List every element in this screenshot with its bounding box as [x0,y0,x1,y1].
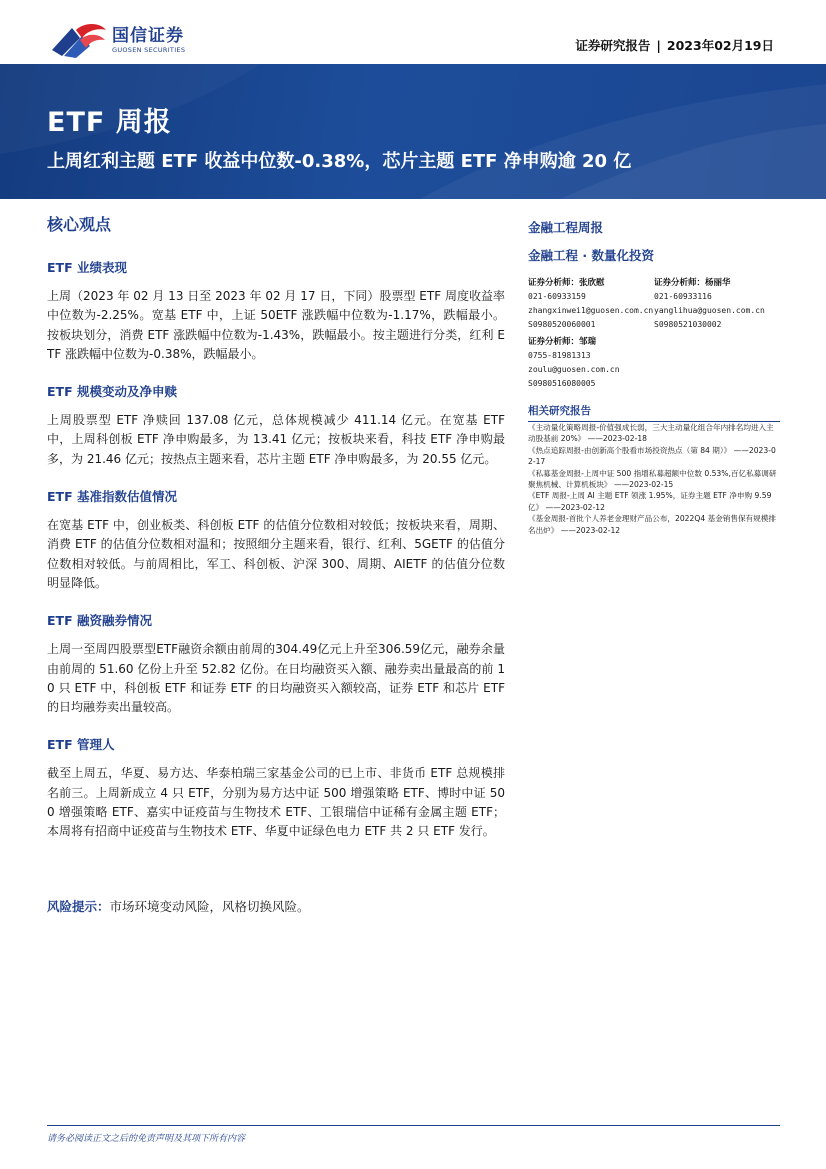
meta-separator: | [656,38,661,53]
core-views-title: 核心观点 [47,215,112,234]
footer-disclaimer: 请务必阅读正文之后的免责声明及其项下所有内容 [47,1134,246,1144]
analyst-title: 证券分析师：杨丽华 [654,278,731,288]
analyst-email[interactable]: zhangxinwei1@guosen.com.cn [528,306,654,315]
analyst-title: 证券分析师：张欣慰 [528,278,605,288]
risk-warning [47,897,310,915]
title-banner [0,64,826,199]
analyst-row [528,276,780,332]
logo-english-name: GUOSEN SECURITIES [112,45,186,54]
related-report-item[interactable]: 《主动量化策略周报-价值强成长弱，三大主动量化组合年内排名均进入主动股基前 20%》 ——2023-02-18 [528,423,774,444]
related-reports-list [528,422,780,536]
analyst-phone: 021-60933116 [654,292,712,301]
related-report-item[interactable]: 《私募基金周报-上周中证 500 指增私募超额中位数 0.53%,百亿私募调研聚焦机械、计算机板块》 ——2023-02-15 [528,468,777,490]
section-heading-managers: ETF 管理人 [47,737,115,753]
analyst-phone: 021-60933159 [528,292,586,301]
section-heading-margin: ETF 融资融券情况 [47,613,152,629]
analyst-title: 证券分析师：邹瑞 [528,337,597,347]
report-subtitle: 上周红利主题 ETF 收益中位数-0.38%，芯片主题 ETF 净申购逾 20 亿 [47,151,632,172]
logo-chinese-name: 国信证券 [112,25,184,46]
report-meta [575,36,774,54]
section-body-performance: 上周（2023 年 02 月 13 日至 2023 年 02 月 17 日，下同）股票型 ETF 周度收益率中位数为-2.25%。宽基 ETF 中，上证 50ETF 涨跌幅中位数为-1.17%，跌幅最小。按板块划分，消费 ETF 涨跌幅中位数为-1.43%，跌幅最小。按主题进行分类，红利 ETF 涨跌幅中位数为-0.38%，跌幅最小。 [47,289,505,361]
footer-divider [47,1125,780,1126]
section-body-valuation: 在宽基 ETF 中，创业板类、科创板 ETF 的估值分位数相对较低；按板块来看，周期、消费 ETF 的估值分位数相对温和；按照细分主题来看，银行、红利、5GETF 的估值分位数相对较低。与前周相比，军工、科创板、沪深 300、周期、AIETF 的估值分位数明显降低。 [47,518,505,590]
related-reports-title: 相关研究报告 [528,403,780,422]
related-report-item[interactable]: 《热点追踪周报-由创新高个股看市场投资热点（第 84 期）》 ——2023-02-17 [528,445,776,467]
analyst-cert: S0980521030002 [654,320,722,329]
report-subcategory: 金融工程 · 数量化投资 [528,248,654,263]
risk-label: 风险提示： [47,899,110,914]
analyst-cert: S0980520060001 [528,320,596,329]
analyst-card [528,276,654,332]
analyst-list [528,276,780,391]
related-report-item[interactable]: 《ETF 周报-上周 AI 主题 ETF 领涨 1.95%，证券主题 ETF 净申购 9.59 亿》 ——2023-02-12 [528,491,772,512]
section-body-managers: 截至上周五，华夏、易方达、华泰柏瑞三家基金公司的已上市、非货币 ETF 总规模排名前三。上周新成立 4 只 ETF，分别为易方达中证 500 增强策略 ETF、博时中证 500 增强策略 ETF、嘉实中证疫苗与生物技术 ETF、工银瑞信中证稀有金属主题 ETF；本周将有招商中证疫苗与生物技术 ETF、华夏中证绿色电力 ETF 共 2 只 ETF 发行。 [47,766,505,839]
top-header [0,0,826,64]
section-heading-performance: ETF 业绩表现 [47,260,127,275]
analyst-cert: S0980516080005 [528,379,596,388]
report-category: 金融工程周报 [528,220,604,235]
analyst-row [528,335,780,391]
analyst-email[interactable]: zoulu@guosen.com.cn [528,365,620,374]
analyst-card [528,335,656,391]
analyst-card [654,276,780,332]
sidebar [528,218,780,535]
analyst-phone: 0755-81981313 [528,351,591,360]
report-type: 证券研究报告 [575,38,651,53]
risk-text: 市场环境变动风险，风格切换风险。 [109,899,310,914]
section-body-margin: 上周一至周四股票型ETF融资余额由前周的304.49亿元上升至306.59亿元，融券余量由前周的 51.60 亿份上升至 52.82 亿份。在日均融资买入额、融券卖出量最高的前 10 只 ETF 中，科创板 ETF 和证券 ETF 的日均融资买入额较高，证券 ETF 和芯片 ETF 的日均融券卖出量较高。 [47,642,505,715]
guosen-logo-icon [50,20,108,60]
report-date: 2023年02月19日 [666,38,774,53]
analyst-email[interactable]: yanglihua@guosen.com.cn [654,306,765,315]
report-title: ETF 周报 [47,107,172,138]
section-heading-scale: ETF 规模变动及净申赎 [47,384,177,400]
related-report-item[interactable]: 《基金周报-首批个人养老金理财产品公布，2022Q4 基金销售保有规模排名出炉》 ——2023-02-12 [528,514,776,535]
section-heading-valuation: ETF 基准指数估值情况 [47,489,177,505]
guosen-logo [50,20,185,60]
core-views [47,212,505,842]
section-body-scale: 上周股票型 ETF 净赎回 137.08 亿元，总体规模减少 411.14 亿元。在宽基 ETF 中，上周科创板 ETF 净申购最多，为 13.41 亿元；按板块来看，科技 ETF 净申购最多，为 21.46 亿元；按热点主题来看，芯片主题 ETF 净申购最多，为 20.55 亿元。 [47,413,505,466]
